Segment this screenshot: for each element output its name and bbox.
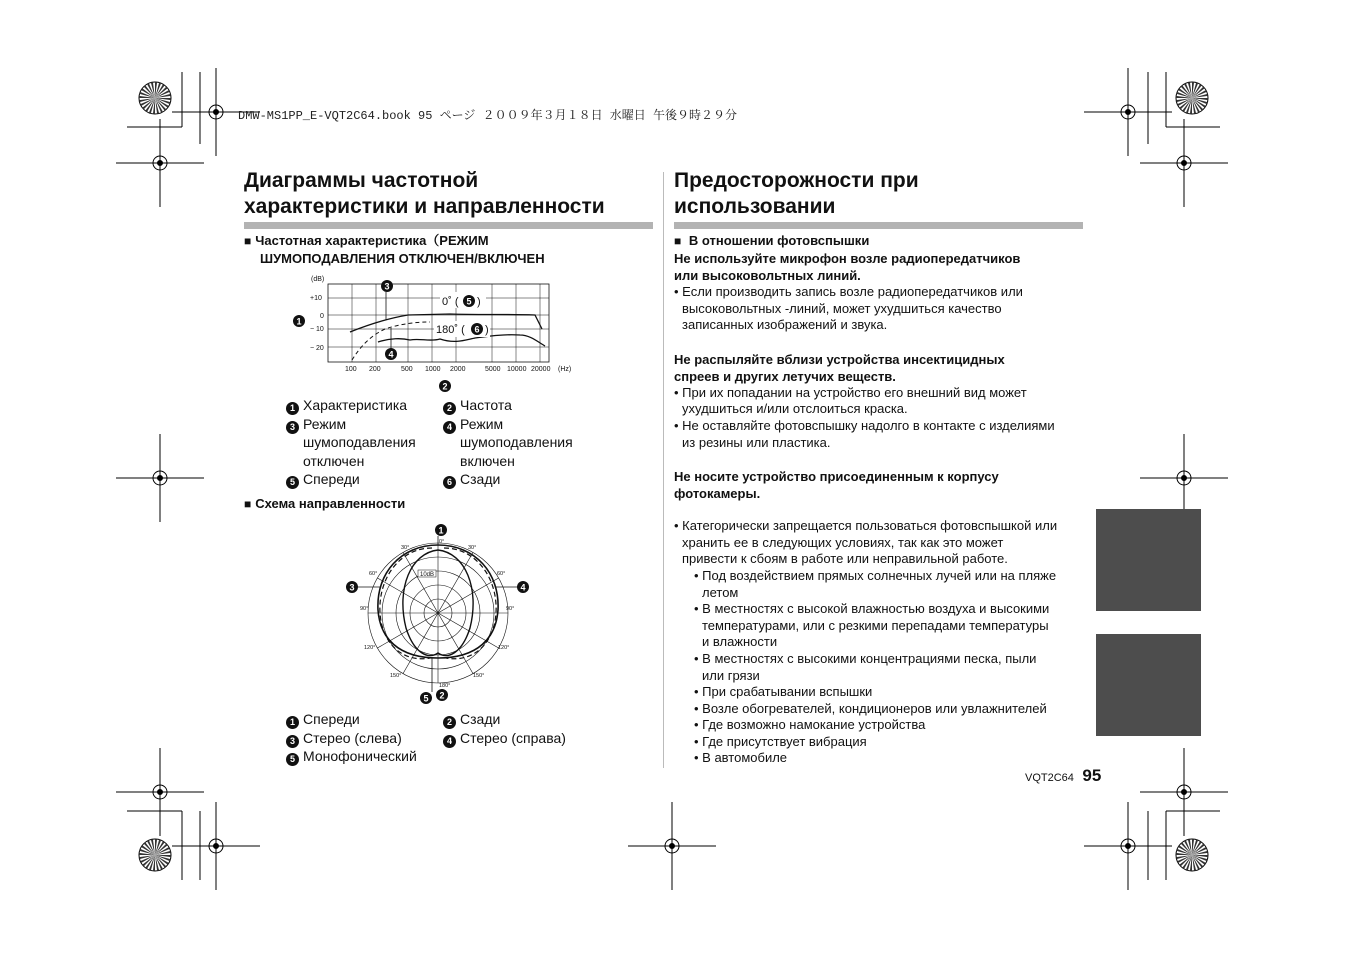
legend-item: шумоподавления xyxy=(303,434,416,450)
right-title-line2: использовании xyxy=(674,195,836,218)
svg-text:): ) xyxy=(477,296,481,308)
angle-label: 30° xyxy=(468,545,477,551)
y-tick-label: +10 xyxy=(310,295,322,302)
y-tick-label: − 10 xyxy=(310,326,324,333)
file-header-line: DMW-MS1PP_E-VQT2C64.book 95 ページ ２００９年３月１８日 水曜日 午後９時２９分 xyxy=(238,109,737,123)
svg-text:): ) xyxy=(485,324,489,336)
marker-5-icon xyxy=(463,295,475,307)
sub-bullet-item: • В местностях с высокими концентрациями песка, пыли или грязи xyxy=(694,650,1037,683)
rear-curve-label: 180˚ ( xyxy=(436,324,465,336)
marker-5-icon xyxy=(420,692,432,704)
marker-2-icon xyxy=(439,380,451,392)
angle-label: 150° xyxy=(390,673,402,679)
left-title-rule xyxy=(244,222,653,229)
right-title-rule xyxy=(674,222,1083,229)
freq-heading-line1: Частотная характеристика（РЕЖИМ xyxy=(255,233,489,248)
sub-bullet-item: • Под воздействием прямых солнечных лучей или на пляже летом xyxy=(694,567,1057,600)
x-unit-label: (Hz) xyxy=(558,366,572,373)
marker-3-icon xyxy=(346,581,358,593)
left-title xyxy=(244,168,605,220)
column-divider xyxy=(663,172,664,768)
freq-heading xyxy=(244,232,545,267)
number-3-icon: 3 xyxy=(286,735,299,748)
document-code: VQT2C64 xyxy=(1025,772,1074,784)
sub-bullet-item: • Возле обогревателей, кондиционеров или увлажнителей xyxy=(694,700,1047,716)
square-bullet-icon: ■ xyxy=(244,497,252,511)
side-tab-upper xyxy=(1096,509,1201,611)
x-tick-label: 2000 xyxy=(450,366,466,373)
square-bullet-icon: ■ xyxy=(244,234,252,248)
x-tick-label: 200 xyxy=(369,366,381,373)
registration-rosette xyxy=(1176,82,1208,114)
legend-item: отключен xyxy=(303,452,365,469)
x-tick-label: 500 xyxy=(401,366,413,373)
x-tick-label: 100 xyxy=(345,366,357,373)
svg-text:4: 4 xyxy=(388,349,394,360)
registration-crosshair xyxy=(1084,802,1172,890)
marker-4-icon xyxy=(385,348,397,360)
svg-text:5: 5 xyxy=(423,693,429,704)
legend-item: Режим xyxy=(460,415,504,432)
bullet-item: • При их попадании на устройство его внешний вид может ухудшиться и/или отслоиться краска. xyxy=(674,384,1027,417)
front-curve-label: 0˚ ( xyxy=(442,296,459,308)
dir-heading xyxy=(244,495,405,513)
angle-label: 120° xyxy=(498,645,510,651)
warning-heading: Не носите устройство присоединенным к корпусу фотокамеры. xyxy=(674,469,999,502)
angle-label: 150° xyxy=(473,673,485,679)
bullet-item: • Не оставляйте фотовспышку надолго в контакте с изделиями из резины или пластика. xyxy=(674,417,1055,450)
marker-1-icon xyxy=(293,315,305,327)
marker-1-icon xyxy=(435,524,447,536)
bullet-item: • Если производить запись возле радиопередатчиков или высоковольтных -линий, может ухудшиться качество записанных изображений и звука. xyxy=(674,284,1023,333)
legend-item: включен xyxy=(460,452,515,469)
angle-label: 180° xyxy=(439,683,451,689)
angle-label: 60° xyxy=(369,571,378,577)
sub-bullet-item: • В местностях с высокой влажностью воздуха и высокими температурами, или с резкими перепадами температуры и влажности xyxy=(694,601,1050,650)
square-bullet-icon: ■ xyxy=(674,234,682,248)
marker-4-icon xyxy=(517,581,529,593)
sub-bullet-item: • Где возможно намокание устройства xyxy=(694,717,926,733)
legend-item: Спереди xyxy=(303,711,360,727)
scale-label: 10dB xyxy=(420,572,435,578)
legend-item: Характеристика xyxy=(303,397,408,413)
registration-rosette xyxy=(139,839,171,871)
svg-text:4: 4 xyxy=(520,582,526,593)
number-4-icon: 4 xyxy=(443,735,456,748)
dir-heading-text: Схема направленности xyxy=(255,496,406,511)
legend-item: Сзади xyxy=(460,471,501,487)
registration-crosshair xyxy=(1140,119,1228,207)
legend-item: Сзади xyxy=(460,711,501,727)
x-tick-label: 20000 xyxy=(531,366,551,373)
right-title-line1: Предосторожности при xyxy=(674,169,919,192)
registration-crosshair xyxy=(116,434,204,522)
right-title xyxy=(674,168,919,220)
y-tick-label: 0 xyxy=(320,313,324,320)
left-title-line2: характеристики и направленности xyxy=(244,195,605,218)
angle-label: 60° xyxy=(497,571,506,577)
registration-rosette xyxy=(139,82,171,114)
svg-text:1: 1 xyxy=(296,316,302,327)
registration-crosshair xyxy=(1140,748,1228,836)
legend-item: Стерео (справа) xyxy=(460,729,566,746)
legend-item: Режим xyxy=(303,415,347,432)
registration-crosshair xyxy=(172,802,260,890)
section-heading: ■ В отношении фотовспышки xyxy=(674,233,870,248)
freq-heading-line2: ШУМОПОДАВЛЕНИЯ ОТКЛЮЧЕН/ВКЛЮЧЕН xyxy=(260,251,545,266)
number-1-icon: 1 xyxy=(286,402,299,415)
registration-crosshair xyxy=(116,748,204,836)
svg-text:3: 3 xyxy=(384,281,390,292)
y-unit-label: (dB) xyxy=(311,276,325,283)
number-6-icon: 6 xyxy=(443,476,456,489)
legend-item: Спереди xyxy=(303,471,360,487)
marker-6-icon xyxy=(471,323,483,335)
warning-heading: Не распыляйте вблизи устройства инсектицидных спреев и других летучих веществ. xyxy=(674,351,1005,384)
polar-pattern-chart xyxy=(340,518,540,708)
x-tick-label: 5000 xyxy=(485,366,501,373)
number-2-icon: 2 xyxy=(443,716,456,729)
svg-text:2: 2 xyxy=(442,381,448,392)
angle-label: 120° xyxy=(364,645,376,651)
bullet-item: • Категорически запрещается пользоваться фотовспышкой или хранить ее в следующих условиях, так как это может привести к сбоям в работе или неправильной работе. xyxy=(674,518,1058,567)
marker-2-icon xyxy=(436,689,448,701)
marker-3-icon xyxy=(381,280,393,292)
angle-label: 0° xyxy=(439,539,445,545)
svg-text:5: 5 xyxy=(466,296,472,307)
svg-text:3: 3 xyxy=(349,582,355,593)
angle-label: 30° xyxy=(401,545,410,551)
page-number: 95 xyxy=(1082,766,1102,785)
legend-item: Монофонический xyxy=(303,748,417,764)
number-1-icon: 1 xyxy=(286,716,299,729)
sub-bullet-list xyxy=(674,568,1094,767)
sub-bullet-item: • В автомобиле xyxy=(694,750,788,766)
x-tick-label: 1000 xyxy=(425,366,441,373)
angle-label: 90° xyxy=(506,606,515,612)
svg-text:2: 2 xyxy=(439,690,445,701)
legend-item: Стерео (слева) xyxy=(303,729,402,746)
svg-text:6: 6 xyxy=(474,324,480,335)
registration-crosshair xyxy=(628,802,716,890)
y-tick-label: − 20 xyxy=(310,345,324,352)
left-title-line1: Диаграммы частотной xyxy=(244,169,479,192)
page-footer xyxy=(1025,766,1101,786)
x-tick-label: 10000 xyxy=(507,366,527,373)
number-5-icon: 5 xyxy=(286,476,299,489)
number-2-icon: 2 xyxy=(443,402,456,415)
frequency-response-chart xyxy=(290,272,590,394)
sub-bullet-item: • При срабатывании вспышки xyxy=(694,684,873,700)
registration-crosshair xyxy=(1084,68,1172,156)
number-4-icon: 4 xyxy=(443,421,456,434)
registration-crosshair xyxy=(116,119,204,207)
angle-label: 90° xyxy=(360,606,369,612)
sub-bullet-item: • Где присутствует вибрация xyxy=(694,733,867,749)
number-5-icon: 5 xyxy=(286,753,299,766)
warning-heading: Не используйте микрофон возле радиопередатчиков или высоковольтных линий. xyxy=(674,251,1021,283)
legend-item: шумоподавления xyxy=(460,434,573,450)
svg-text:1: 1 xyxy=(438,525,444,536)
registration-rosette xyxy=(1176,839,1208,871)
side-tab-lower xyxy=(1096,634,1201,736)
right-content xyxy=(674,232,1094,767)
number-3-icon: 3 xyxy=(286,421,299,434)
legend-item: Частота xyxy=(460,397,512,413)
